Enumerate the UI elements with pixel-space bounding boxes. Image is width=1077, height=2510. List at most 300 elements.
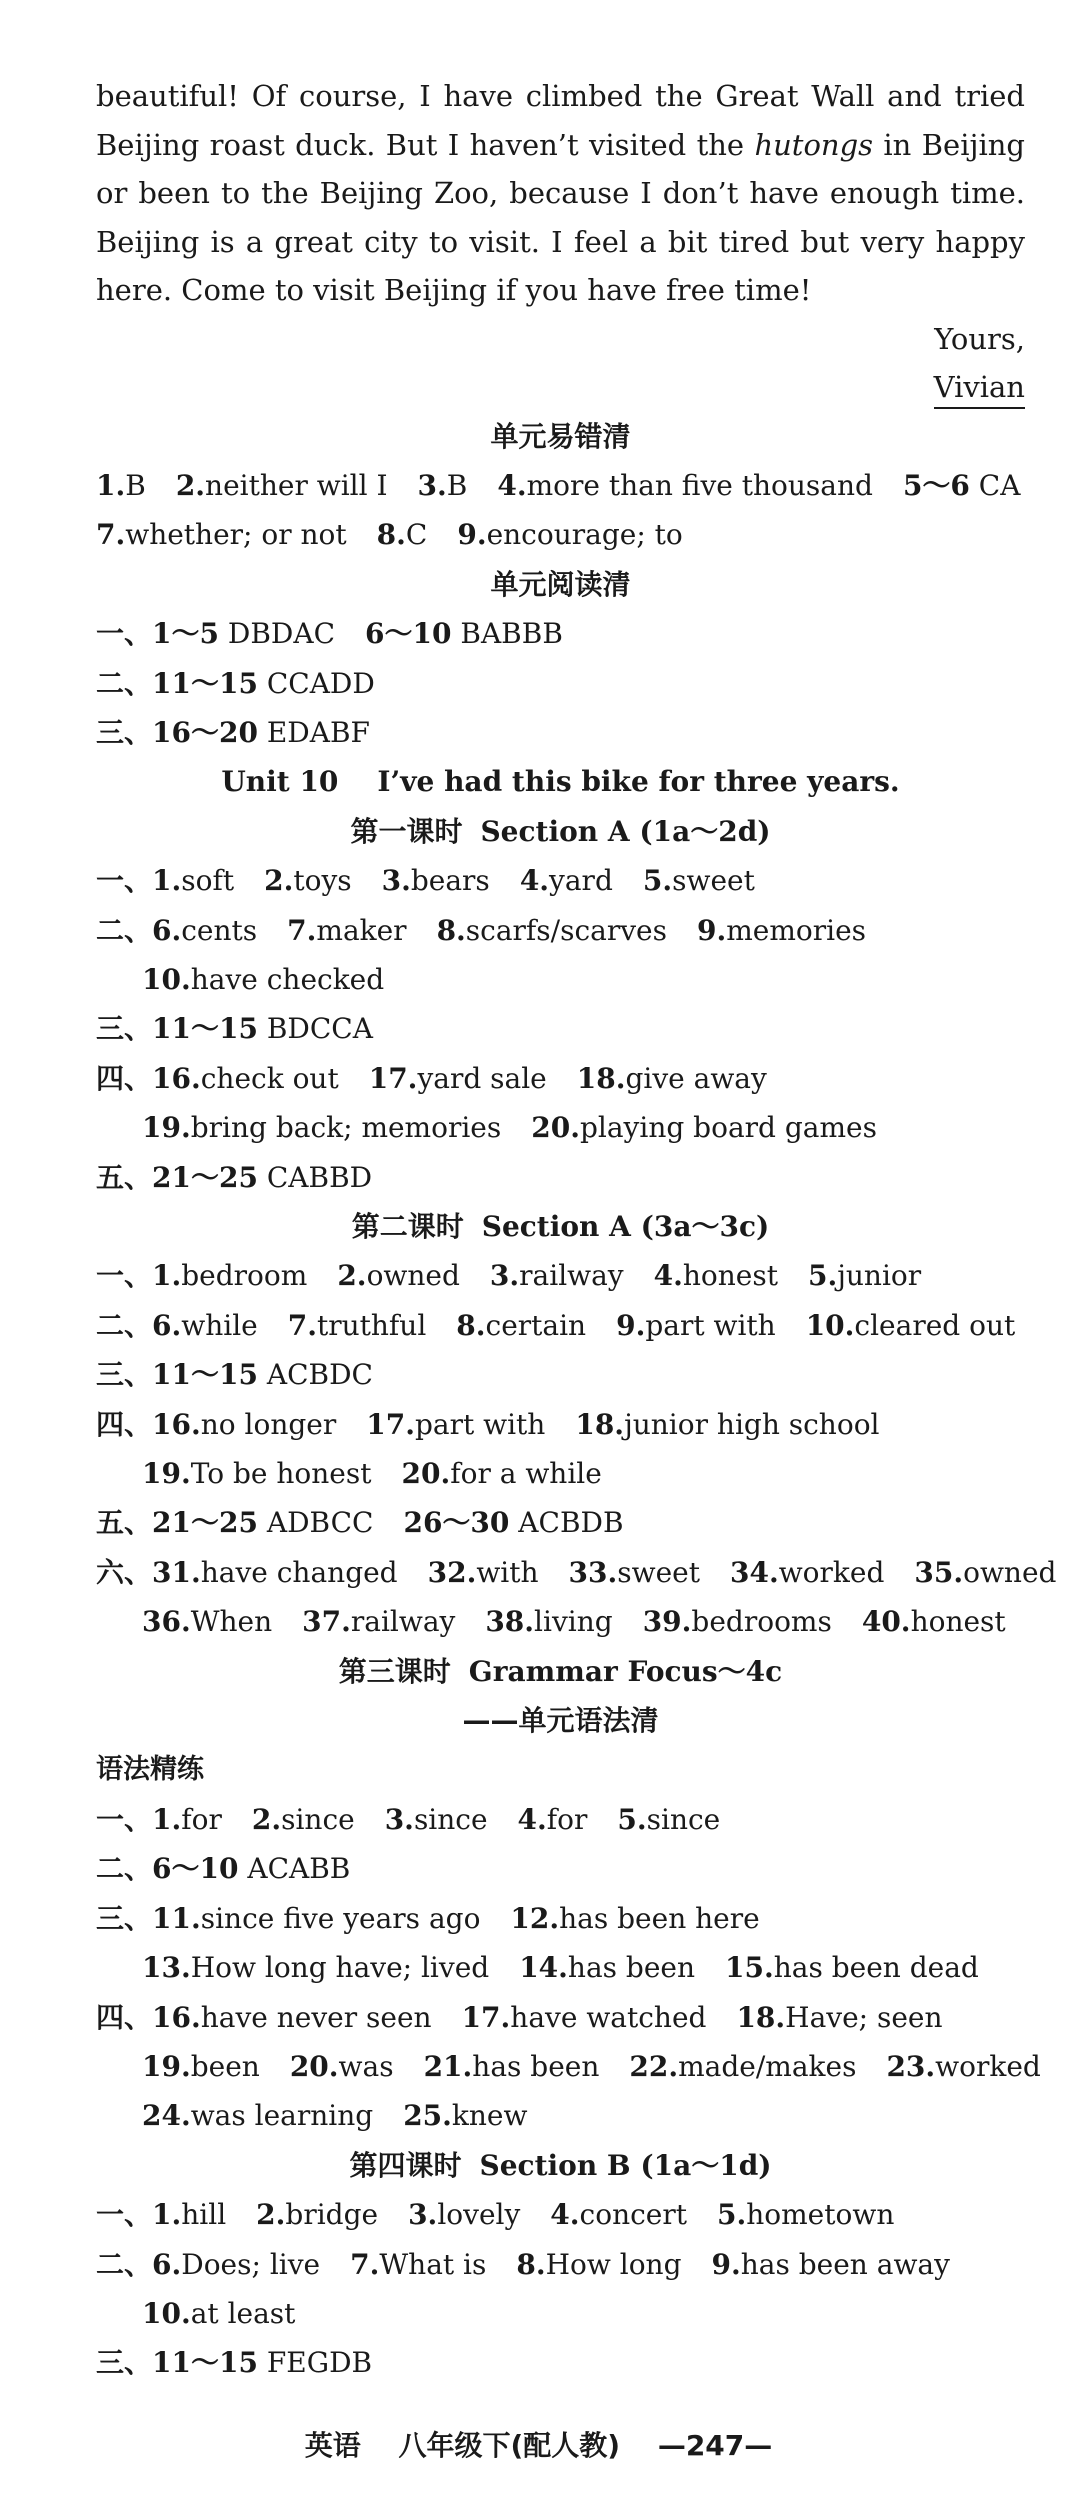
answer-text: has been: [567, 1951, 696, 1985]
answer-item: [550, 2190, 687, 2239]
question-number: 11～15: [152, 666, 258, 700]
footer-page-number: —247—: [657, 2429, 773, 2462]
heading-en: Section A (3a～3c): [481, 1210, 770, 1243]
answer-item: [252, 1795, 355, 1844]
part-number: 三、: [96, 1901, 153, 1935]
answer-item: [152, 906, 257, 955]
part-number: 一、: [96, 2198, 153, 2232]
answer-item: [152, 1400, 336, 1449]
question-number: 9.: [711, 2247, 741, 2281]
answer-text: worked: [778, 1555, 885, 1589]
answer-item: [152, 1548, 398, 1597]
question-number: 17.: [368, 1061, 418, 1095]
answer-item: [264, 856, 352, 905]
section-heading: [96, 1696, 1025, 1745]
section-heading: [96, 560, 1025, 609]
answer-text: railway: [519, 1259, 624, 1293]
section-heading: [96, 1202, 1025, 1251]
answer-line: [96, 2240, 1025, 2289]
heading-cn: 第四课时: [349, 2148, 462, 2182]
question-number: 12.: [510, 1901, 560, 1935]
answer-item: [152, 708, 370, 757]
question-number: 6～10: [152, 1852, 239, 1886]
answer-item: [408, 2190, 520, 2239]
answer-item: [290, 2042, 394, 2091]
question-number: 22.: [629, 2049, 679, 2083]
answer-item: [510, 1894, 759, 1943]
answer-item: [402, 1449, 602, 1498]
answer-item: [424, 2042, 600, 2091]
letter-closing: Yours,: [934, 321, 1025, 356]
letter-text-1: beautiful! Of course, I have climbed the Great Wall and tried Beijing roast duck. But I haven’t visited the: [96, 79, 1025, 162]
answer-item: [337, 1251, 460, 1300]
question-number: 19.: [142, 1457, 191, 1491]
answer-text: CA: [969, 468, 1021, 502]
answer-text: bedrooms: [691, 1605, 832, 1639]
answer-line: [96, 510, 1025, 559]
question-number: 1.: [152, 1802, 182, 1836]
answer-item: [629, 2042, 856, 2091]
answer-line: [96, 1054, 1025, 1103]
question-number: 5.: [807, 1259, 838, 1293]
heading-en: Section B (1a～1d): [479, 2148, 772, 2182]
question-number: 20.: [531, 1111, 580, 1145]
part-number: 一、: [96, 1259, 153, 1293]
question-number: 7.: [96, 518, 126, 552]
question-number: 38.: [485, 1605, 535, 1639]
part-number: 一、: [96, 617, 153, 651]
question-number: 10.: [142, 2296, 191, 2330]
answer-item: [96, 510, 347, 559]
answer-line: [96, 1548, 1057, 1597]
answer-item: [142, 1597, 272, 1646]
answer-item: [403, 1498, 623, 1547]
answer-item: [717, 2190, 894, 2239]
answer-text: toys: [293, 864, 352, 898]
answer-text: CCADD: [257, 666, 375, 700]
question-number: 2.: [337, 1259, 367, 1293]
footer-subject: 英语: [304, 2429, 361, 2462]
answer-text: BABBB: [451, 617, 563, 651]
question-number: 17.: [461, 2000, 511, 2034]
answer-item: [569, 1548, 700, 1597]
answer-item: [142, 2091, 373, 2140]
question-number: 3.: [417, 468, 447, 502]
answer-item: [152, 1004, 373, 1053]
answer-line: [96, 609, 1025, 658]
answer-text: part with: [645, 1308, 776, 1342]
question-number: 1.: [152, 2198, 182, 2232]
answer-line: [96, 906, 1025, 955]
question-number: 19.: [142, 1111, 191, 1145]
question-number: 16.: [152, 2000, 201, 2034]
question-number: 6.: [152, 2247, 182, 2281]
question-number: 4.: [519, 864, 550, 898]
answer-item: [142, 955, 384, 1004]
answer-item: [152, 1251, 307, 1300]
answer-item: [886, 2042, 1040, 2091]
answer-text: was: [338, 2049, 394, 2083]
question-number: 6.: [152, 913, 182, 947]
answer-line: [96, 1153, 1025, 1202]
heading-en: Unit 10 I’ve had this bike for three years.: [221, 765, 900, 799]
question-number: 8.: [376, 518, 406, 552]
answer-text: honest: [682, 1259, 778, 1293]
question-number: 1.: [152, 864, 182, 898]
answer-text: knew: [451, 2099, 528, 2133]
question-number: 7.: [350, 2247, 380, 2281]
answer-line: [96, 1597, 1025, 1646]
answer-text: for: [546, 1802, 588, 1836]
answer-text: at least: [190, 2296, 296, 2330]
letter-paragraph: [96, 72, 1025, 315]
part-number: 四、: [96, 1061, 153, 1095]
answer-item: [142, 1449, 372, 1498]
answer-text: CABBD: [257, 1160, 373, 1194]
answer-text: Have; seen: [785, 2000, 943, 2034]
answer-text: concert: [579, 2198, 687, 2232]
answer-item: [518, 1795, 588, 1844]
question-number: 8.: [436, 913, 466, 947]
answer-text: made/makes: [678, 2049, 857, 2083]
part-number: 二、: [96, 666, 153, 700]
answer-line: [96, 1103, 1025, 1152]
answer-item: [142, 2042, 260, 2091]
answer-text: since: [413, 1802, 488, 1836]
answer-line: [96, 1844, 1025, 1893]
answer-text: has been here: [559, 1901, 760, 1935]
answer-item: [288, 1301, 427, 1350]
answer-text: been: [190, 2049, 260, 2083]
answer-text: owned: [366, 1259, 460, 1293]
question-number: 16.: [152, 1061, 201, 1095]
question-number: 19.: [142, 2049, 191, 2083]
part-number: 三、: [96, 1012, 153, 1046]
answer-text: certain: [485, 1308, 587, 1342]
heading-cn: 第一课时: [350, 814, 463, 848]
answer-text: sweet: [617, 1555, 700, 1589]
answer-text: has been: [472, 2049, 600, 2083]
answer-text: owned: [963, 1555, 1057, 1589]
answer-text: since five years ago: [200, 1901, 481, 1935]
answer-item: [287, 906, 406, 955]
question-number: 4.: [653, 1259, 683, 1293]
answer-item: [152, 2190, 226, 2239]
answer-text: give away: [625, 1061, 767, 1095]
answer-item: [725, 1943, 979, 1992]
answer-item: [377, 510, 428, 559]
answer-item: [403, 2091, 527, 2140]
question-number: 20.: [289, 2049, 339, 2083]
answer-text: hill: [181, 2198, 227, 2232]
answer-item: [617, 1795, 720, 1844]
question-number: 23.: [886, 2049, 936, 2083]
answer-text: Does; live: [181, 2247, 321, 2281]
question-number: 36.: [142, 1605, 191, 1639]
part-number: 四、: [96, 1407, 153, 1441]
question-number: 21～25: [152, 1506, 258, 1540]
question-number: 7.: [287, 1308, 317, 1342]
answer-text: yard: [549, 864, 613, 898]
answer-text: honest: [910, 1605, 1006, 1639]
part-number: 二、: [96, 2247, 153, 2281]
answer-text: with: [476, 1555, 539, 1589]
question-number: 32.: [427, 1555, 477, 1589]
answer-text: have changed: [200, 1555, 398, 1589]
question-number: 5.: [642, 864, 673, 898]
answer-text: since: [646, 1802, 721, 1836]
answer-item: [385, 1795, 488, 1844]
answer-text: B: [125, 468, 146, 502]
answer-text: junior: [837, 1259, 922, 1293]
answer-item: [519, 1943, 695, 1992]
answer-item: [903, 461, 1021, 510]
answer-text: bears: [410, 864, 490, 898]
question-number: 4.: [550, 2198, 580, 2232]
question-number: 34.: [730, 1555, 779, 1589]
answer-text: playing board games: [579, 1111, 877, 1145]
answer-item: [152, 1153, 372, 1202]
answer-item: [366, 1400, 545, 1449]
heading-cn: ——单元语法清: [462, 1704, 659, 1738]
question-number: 18.: [575, 1407, 625, 1441]
question-number: 31.: [152, 1555, 201, 1589]
answer-item: [152, 1054, 339, 1103]
answer-text: have never seen: [200, 2000, 432, 2034]
page-footer: [0, 2424, 1077, 2464]
question-number: 18.: [736, 2000, 786, 2034]
question-number: 1.: [96, 468, 126, 502]
heading-en: Section A (1a～2d): [480, 814, 771, 848]
question-number: 5.: [617, 1802, 647, 1836]
question-number: 4.: [497, 468, 527, 502]
answer-item: [616, 1301, 776, 1350]
answer-line: [96, 1795, 1025, 1844]
answer-text: cents: [181, 913, 258, 947]
letter-signature: Vivian: [934, 367, 1025, 409]
question-number: 5.: [717, 2198, 747, 2232]
question-number: 2.: [256, 2198, 286, 2232]
answer-text: C: [405, 518, 428, 552]
answer-text: since: [281, 1802, 355, 1836]
answer-item: [428, 1548, 539, 1597]
answer-text: EDABF: [257, 715, 370, 749]
answer-text: neither will I: [205, 468, 388, 502]
answer-item: [142, 1943, 489, 1992]
answer-item: [577, 1054, 767, 1103]
answer-item: [152, 609, 335, 658]
answer-item: [730, 1548, 884, 1597]
section-heading: [96, 1647, 1025, 1696]
answer-line: [96, 856, 1025, 905]
answer-text: living: [534, 1605, 613, 1639]
answer-line: [96, 2190, 1025, 2239]
letter-italic-word: hutongs: [754, 127, 874, 162]
answer-line: [96, 2338, 1025, 2387]
question-number: 3.: [384, 1802, 414, 1836]
answer-text: ACBDC: [257, 1358, 373, 1392]
answer-item: [643, 1597, 832, 1646]
answer-text: railway: [350, 1605, 456, 1639]
answer-line: [96, 1004, 1025, 1053]
part-number: 六、: [96, 1555, 153, 1589]
answer-line: [96, 2042, 1041, 2091]
answer-item: [176, 461, 388, 510]
answer-item: [490, 1251, 624, 1300]
answer-line: [96, 2289, 1025, 2338]
answer-line: [96, 1993, 1025, 2042]
answer-item: [712, 2240, 950, 2289]
answer-text: have watched: [510, 2000, 707, 2034]
part-number: 二、: [96, 913, 153, 947]
question-number: 14.: [519, 1951, 568, 1985]
answer-text: encourage; to: [486, 518, 683, 552]
question-number: 2.: [251, 1802, 282, 1836]
answer-text: BDCCA: [257, 1012, 373, 1046]
question-number: 5～6: [902, 468, 970, 502]
answer-text: To be honest: [190, 1457, 372, 1491]
question-number: 26～30: [403, 1506, 510, 1540]
answer-item: [152, 1894, 480, 1943]
answer-line: [96, 1350, 1025, 1399]
answer-text: How long: [545, 2247, 682, 2281]
question-number: 11～15: [152, 1358, 258, 1392]
question-number: 1.: [152, 1259, 182, 1293]
part-number: 三、: [96, 715, 153, 749]
answer-text: check out: [200, 1061, 339, 1095]
sub-label: 语法精练: [96, 1754, 204, 1786]
answer-item: [142, 2289, 295, 2338]
answer-line: [96, 708, 1025, 757]
question-number: 21.: [423, 2049, 473, 2083]
part-number: 二、: [96, 1852, 153, 1886]
answer-item: [643, 856, 755, 905]
answer-item: [531, 1103, 877, 1152]
answer-text: bridge: [285, 2198, 379, 2232]
answer-text: DBDAC: [218, 617, 336, 651]
question-number: 37.: [302, 1605, 351, 1639]
footer-grade: 八年级下(配人教): [398, 2429, 621, 2462]
question-number: 6～10: [365, 617, 452, 651]
answer-text: bedroom: [181, 1259, 308, 1293]
answer-text: was learning: [190, 2099, 374, 2133]
answer-text: ADBCC: [257, 1506, 374, 1540]
answer-item: [152, 1993, 432, 2042]
answer-text: How long have; lived: [190, 1951, 490, 1985]
answer-text: When: [190, 1605, 273, 1639]
part-number: 三、: [96, 2346, 153, 2380]
answer-item: [152, 1301, 258, 1350]
answer-item: [437, 906, 667, 955]
part-number: 四、: [96, 2000, 153, 2034]
answer-text: for: [181, 1802, 222, 1836]
answer-line: [96, 1943, 1025, 1992]
answer-line: [96, 2091, 1025, 2140]
answer-text: maker: [316, 913, 407, 947]
heading-cn: 单元易错清: [490, 419, 631, 453]
answer-text: whether; or not: [125, 518, 347, 552]
answer-item: [152, 1795, 222, 1844]
answer-item: [806, 1301, 1016, 1350]
answer-item: [654, 1251, 778, 1300]
answer-text: worked: [935, 2049, 1041, 2083]
answer-item: [914, 1548, 1056, 1597]
answer-text: memories: [726, 913, 867, 947]
question-number: 11～15: [152, 1012, 258, 1046]
question-number: 39.: [642, 1605, 692, 1639]
answer-item: [418, 461, 468, 510]
question-number: 21～25: [152, 1160, 258, 1194]
question-number: 11～15: [152, 2346, 258, 2380]
letter-text-2: in Beijing or been to the Beijing Zoo, because I don’t have enough time. Beijing is a great city to visit. I feel a bit tired but very happy here. Come to visit Beijing if you have free time!: [96, 127, 1025, 307]
question-number: 10.: [142, 962, 191, 996]
answer-item: [302, 1597, 455, 1646]
answer-text: more than five thousand: [526, 468, 873, 502]
answer-item: [808, 1251, 921, 1300]
question-number: 2.: [175, 468, 206, 502]
question-number: 9.: [616, 1308, 646, 1342]
part-number: 一、: [96, 1802, 153, 1836]
answer-text: scarfs/scarves: [465, 913, 667, 947]
answer-item: [485, 1597, 612, 1646]
answer-text: while: [181, 1308, 258, 1342]
question-number: 25.: [403, 2099, 452, 2133]
question-number: 13.: [142, 1951, 191, 1985]
answer-line: [96, 659, 1025, 708]
answer-item: [497, 461, 873, 510]
answer-text: part with: [414, 1407, 546, 1441]
question-number: 9.: [457, 518, 487, 552]
question-number: 33.: [568, 1555, 618, 1589]
answer-item: [369, 1054, 547, 1103]
answer-item: [256, 2190, 378, 2239]
section-heading: [96, 757, 1025, 806]
question-number: 8.: [516, 2247, 546, 2281]
answer-line: [96, 1449, 1025, 1498]
answer-item: [862, 1597, 1006, 1646]
part-number: 五、: [96, 1160, 153, 1194]
answer-text: no longer: [200, 1407, 337, 1441]
answer-text: has been away: [740, 2247, 950, 2281]
question-number: 8.: [456, 1308, 486, 1342]
answer-text: truthful: [316, 1308, 427, 1342]
part-number: 三、: [96, 1358, 153, 1392]
answer-item: [382, 856, 490, 905]
answer-item: [152, 2338, 372, 2387]
question-number: 11.: [152, 1901, 201, 1935]
question-number: 3.: [489, 1259, 520, 1293]
question-number: 3.: [408, 2198, 438, 2232]
answer-text: B: [446, 468, 468, 502]
part-number: 一、: [96, 864, 153, 898]
answer-line: [96, 1498, 1025, 1547]
answer-text: lovely: [437, 2198, 521, 2232]
answer-item: [152, 1350, 373, 1399]
question-number: 17.: [366, 1407, 415, 1441]
question-number: 35.: [914, 1555, 964, 1589]
answer-text: hometown: [746, 2198, 895, 2232]
answer-text: for a while: [450, 1457, 602, 1491]
answer-item: [152, 856, 234, 905]
answer-text: cleared out: [854, 1308, 1016, 1342]
answer-text: What is: [379, 2247, 487, 2281]
answer-item: [697, 906, 866, 955]
question-number: 10.: [805, 1308, 855, 1342]
answer-item: [457, 510, 682, 559]
answer-item: [456, 1301, 586, 1350]
part-number: 二、: [96, 1308, 153, 1342]
answer-text: junior high school: [624, 1407, 880, 1441]
